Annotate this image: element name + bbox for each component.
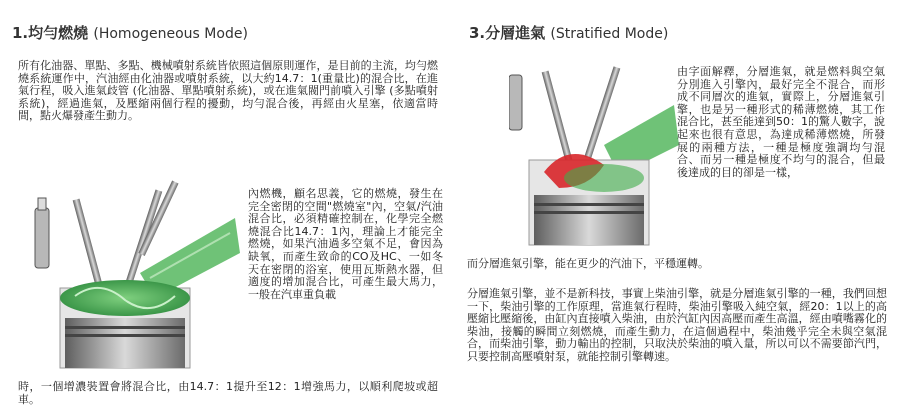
paragraph-homogeneous-enrichment: 時，一個增濃裝置會將混合比，由14.7：1提升至12：1增強馬力，以順利爬坡或超車。 — [18, 380, 438, 406]
paragraph-homogeneous-combustion: 內燃機，顧名思義，它的燃燒，發生在完全密閉的空間"燃燒室"內，空氣/汽油混合比，必須精確控制在，化學完全燃燒混合比14.7：1內，理論上才能完全燃燒，如果汽油過多空氣不足，會因為缺氧，而產生致命的CO及HC、一如冬天在密閉的浴室，使用瓦斯熱水器，但適度的增加混合比，可產生最大馬力，一般在汽車重負載 — [248, 187, 443, 301]
title-sub: (Homogeneous Mode) — [93, 26, 248, 42]
title-sub: (Stratified Mode) — [550, 26, 669, 42]
paragraph-homogeneous-intro: 所有化油器、單點、多點、機械噴射系統皆依照這個原則運作，是目前的主流，均勻燃燒系統運作中，汽油經由化油器或噴射系統，以大約14.7：1(重量比)的混合比，在進氣行程，吸入進氣歧管 (化油器、單點噴射系統)，或在進氣閥門前噴入引擎 (多點噴射系統)，經過進氣，及壓縮兩個行程的擾動，均勻混合後，再經由火星塞，依適當時間，點火爆發產生動力。 — [18, 59, 438, 123]
engine-stratified-illustration — [509, 60, 679, 255]
title-main: 1.均勻燃燒 — [12, 24, 89, 42]
paragraph-stratified-intro-end: 而分層進氣引擎，能在更少的汽油下，平穩運轉。 — [467, 257, 709, 270]
paragraph-stratified-intro: 由字面解釋，分層進氣，就是燃料與空氣分別進入引擎內，最好完全不混合，而形成不同層次的進氣，實際上，分層進氣引擎，也是另一種形式的稀薄燃燒，其工作混合比，甚至能達到50：1的驚人數字，說起來也很有意思，為達成稀薄燃燒，所發展的兩種方法，一種是極度強調均勻混合、而另一種是極度不均勻的混合，但最後達成的目的卻是一樣， — [677, 65, 885, 179]
engine-homogeneous-illustration — [30, 178, 240, 383]
paragraph-stratified-diesel: 分層進氣引擎，並不是新科技，事實上柴油引擎，就是分層進氣引擎的一種，我們回想一下，柴油引擎的工作原理，當進氣行程時，柴油引擎吸入純空氣，經20：1以上的高壓縮比壓縮後，由缸內直接噴入柴油，由於汽缸內因高壓而產生高溫，經由噴嘴霧化的柴油，接觸的瞬間立刻燃燒，而產生動力，在這個過程中，柴油幾乎完全未與空氣混合，而柴油引擎，動力輸出的控制，只取決於柴油的噴入量，所以可以不需要節汽門，只要控制高壓噴射泵，就能控制引擎轉速。 — [467, 287, 887, 363]
title-main: 3.分層進氣 — [469, 24, 546, 42]
section-title-homogeneous — [12, 22, 248, 43]
section-title-stratified — [469, 22, 668, 43]
right-column — [449, 0, 898, 419]
